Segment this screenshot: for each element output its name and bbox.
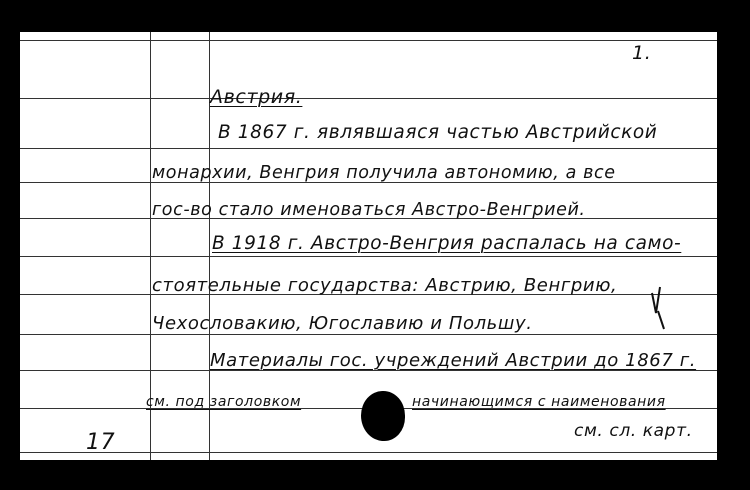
ruled-line [20,256,717,257]
ruled-line [20,334,717,335]
card-text-line: начинающимся с наименования [412,394,666,410]
check-mark-icon [648,283,668,333]
card-text-line: гос-во стало именоваться Австро-Венгрией. [152,200,586,220]
ink-blot [361,391,405,441]
archive-card [20,32,717,460]
card-text-line: В 1867 г. являвшаяся частью Австрийской [218,122,658,143]
ruled-line [20,40,717,41]
ruled-line [20,98,717,99]
card-text-line: стоятельные государства: Австрию, Венгрию, [152,275,618,296]
card-text-line: В 1918 г. Австро-Венгрия распалась на само- [212,233,682,254]
card-heading: Австрия. [210,86,303,108]
card-text-line: см. под заголовком [146,394,302,410]
margin-mark: 17 [86,430,116,455]
page-number: 1. [632,42,652,64]
card-text-line: см. сл. карт. [574,421,693,441]
ruled-line [20,148,717,149]
ruled-line [20,452,717,453]
card-text-line: Чехословакию, Югославию и Польшу. [152,313,533,334]
card-text-line: монархии, Венгрия получила автономию, а все [152,163,616,183]
card-text-line: Материалы гос. учреждений Австрии до 1867 г. [210,350,697,371]
